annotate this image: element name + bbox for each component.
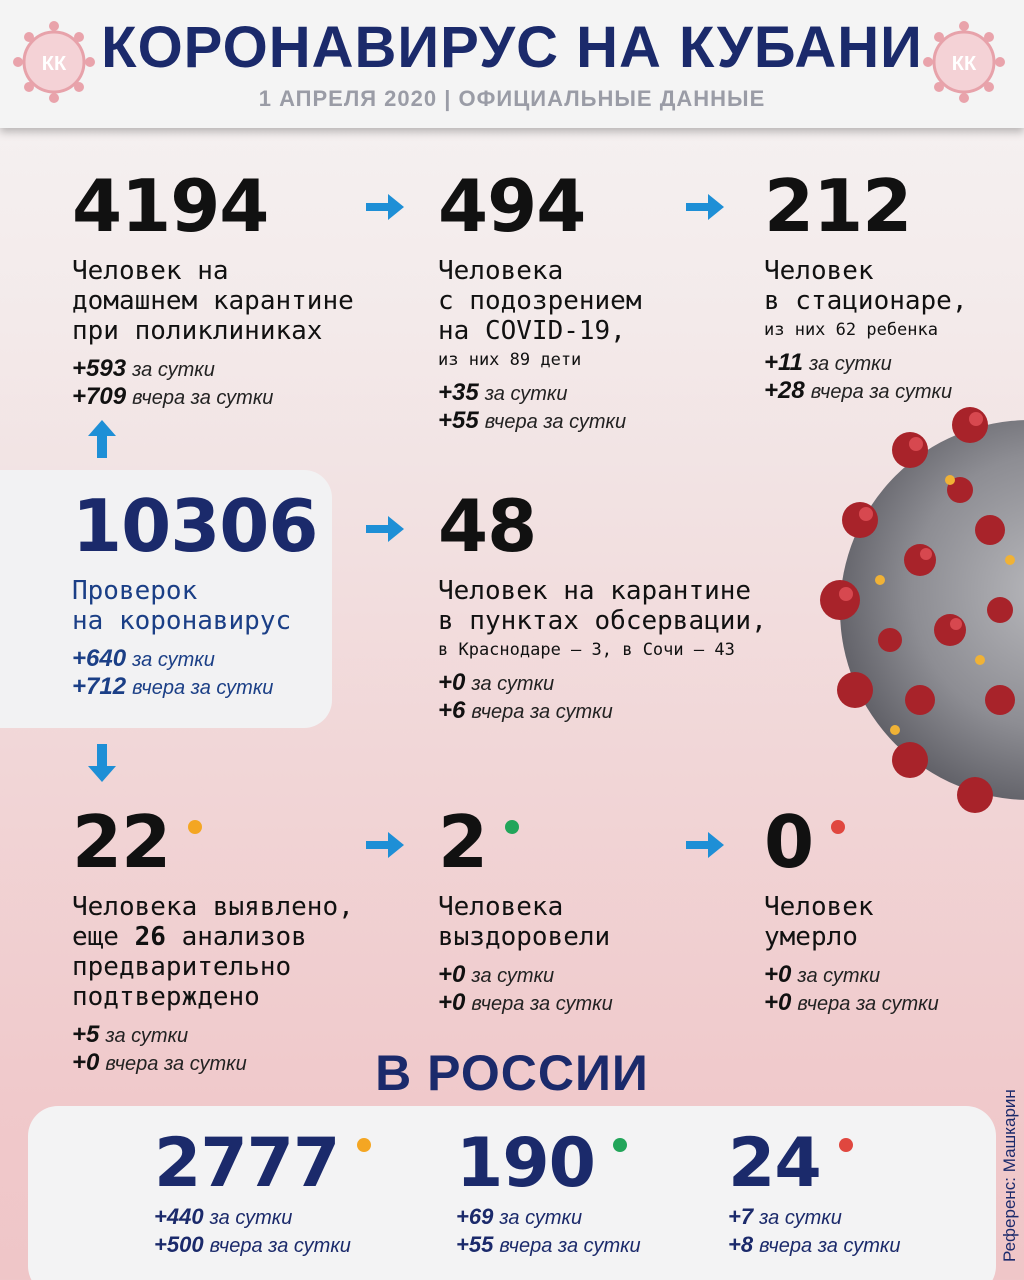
died-card (764, 800, 939, 1018)
red-dot-icon (839, 1138, 853, 1152)
russia-deaths-value: 24 (728, 1130, 900, 1198)
arrow-up-icon (86, 420, 118, 458)
arrow-right-icon (366, 514, 404, 544)
tests-stats: +640 за сутки +712 вчера за сутки (72, 645, 274, 700)
observation-value: 48 (438, 484, 537, 568)
svg-text:КК: КК (41, 53, 67, 75)
died-value: 0 (764, 806, 939, 878)
detected-desc: Человека выявлено, еще 26 анализов предварительно подтверждено (72, 892, 354, 1012)
observation-stats: +0 за сутки +6 вчера за сутки (438, 669, 613, 724)
coronavirus-illustration (800, 400, 1024, 820)
died-desc: Человек умерло (764, 892, 874, 952)
tests-value: 10306 (72, 484, 318, 568)
home-quarantine-card (72, 164, 354, 412)
russia-cases-stats: +440 за сутки +500 вчера за сутки (154, 1204, 351, 1257)
recovered-card (438, 800, 613, 1018)
russia-recovered-value: 190 (456, 1130, 641, 1198)
detected-card (72, 800, 354, 1078)
hospital-value: 212 (764, 164, 912, 248)
detected-value: 22 (72, 806, 354, 878)
orange-dot-icon (357, 1138, 371, 1152)
recovered-value: 2 (438, 806, 613, 878)
home-quarantine-stats: +593 за сутки +709 вчера за сутки (72, 355, 274, 410)
recovered-desc: Человека выздоровели (438, 892, 611, 952)
hospital-note: из них 62 ребенка (764, 320, 938, 340)
suspected-desc: Человека с подозрением на COVID-19, (438, 256, 642, 346)
arrow-right-icon (686, 192, 724, 222)
observation-desc: Человек на карантине в пунктах обсервации, (438, 576, 767, 636)
died-stats: +0 за сутки +0 вчера за сутки (764, 961, 939, 1016)
observation-card (438, 484, 767, 726)
detected-stats: +5 за сутки +0 вчера за сутки (72, 1021, 247, 1076)
suspected-value: 494 (438, 164, 586, 248)
green-dot-icon (505, 820, 519, 834)
tests-desc: Проверок на коронавирус (72, 576, 292, 636)
observation-note: в Краснодаре — 3, в Сочи — 43 (438, 640, 735, 660)
hospital-card (764, 164, 968, 406)
russia-recovered-stats: +69 за сутки +55 вчера за сутки (456, 1204, 641, 1257)
arrow-down-icon (86, 744, 118, 782)
suspected-note: из них 89 дети (438, 350, 582, 370)
russia-title: В РОССИИ (375, 1045, 649, 1101)
orange-dot-icon (188, 820, 202, 834)
arrow-right-icon (366, 192, 404, 222)
hospital-desc: Человек в стационаре, (764, 256, 968, 316)
recovered-stats: +0 за сутки +0 вчера за сутки (438, 961, 613, 1016)
page-title: КОРОНАВИРУС НА КУБАНИ (101, 15, 923, 80)
arrow-right-icon (366, 830, 404, 860)
page-subtitle: 1 АПРЕЛЯ 2020 | ОФИЦИАЛЬНЫЕ ДАННЫЕ (258, 86, 766, 111)
hospital-stats: +11 за сутки +28 вчера за сутки (764, 349, 953, 404)
home-quarantine-value: 4194 (72, 164, 269, 248)
russia-deaths-stats: +7 за сутки +8 вчера за сутки (728, 1204, 901, 1257)
header (0, 0, 1024, 128)
arrow-right-icon (686, 830, 724, 860)
russia-recovered-card (456, 1124, 641, 1260)
home-quarantine-desc: Человек на домашнем карантине при поликлиниках (72, 256, 354, 346)
credit-text: Референс: Машкарин (1000, 1089, 1019, 1262)
svg-text:КК: КК (951, 53, 977, 75)
tests-card (72, 484, 318, 702)
suspected-card (438, 164, 642, 436)
red-dot-icon (831, 820, 845, 834)
russia-cases-card (154, 1124, 371, 1260)
suspected-stats: +35 за сутки +55 вчера за сутки (438, 379, 627, 434)
green-dot-icon (613, 1138, 627, 1152)
russia-deaths-card (728, 1124, 901, 1260)
kk-logo-icon (922, 20, 1006, 104)
russia-cases-value: 2777 (154, 1130, 371, 1198)
